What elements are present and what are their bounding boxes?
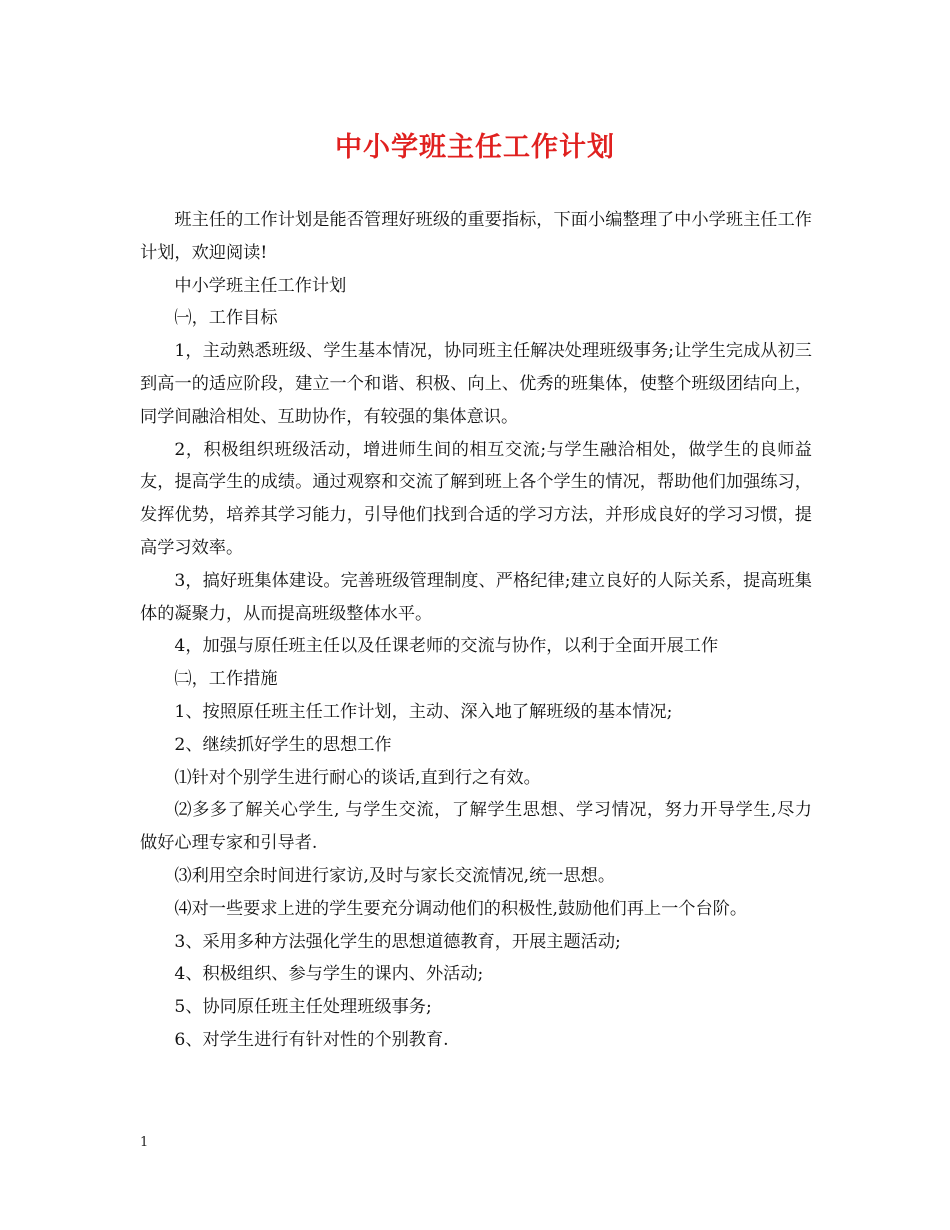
paragraph-measure-3: 3、采用多种方法强化学生的思想道德教育，开展主题活动; [174, 931, 621, 952]
paragraph-goal-4: 4，加强与原任班主任以及任课老师的交流与协作，以利于全面开展工作 [174, 636, 719, 657]
paragraph-intro: 班主任的工作计划是能否管理好班级的重要指标，下面小编整理了中小学班主任工作计划，欢迎阅读! [140, 210, 812, 263]
page-number: 1 [140, 1135, 149, 1150]
paragraph-measure-2-2: ⑵多多了解关心学生, 与学生交流，了解学生思想、学习情况，努力开导学生,尽力 做好心理专家和引导者. [140, 800, 812, 854]
section-heading-measures: ㈡，工作措施 [174, 669, 278, 690]
paragraph-measure-1: 1、按照原任班主任工作计划，主动、深入地了解班级的基本情况; [174, 701, 673, 722]
section-heading-goals: ㈠，工作目标 [174, 308, 278, 329]
paragraph-measure-2-4: ⑷对一些要求上进的学生要充分调动他们的积极性,鼓励他们再上一个台阶。 [174, 898, 748, 919]
paragraph-measure-5: 5、协同原任班主任处理班级事务; [174, 997, 432, 1018]
paragraph-measure-4: 4、积极组织、参与学生的课内、外活动; [174, 964, 484, 985]
document-title: 中小学班主任工作计划 [335, 132, 615, 163]
paragraph-measure-6: 6、对学生进行有针对性的个别教育. [174, 1029, 449, 1050]
paragraph-subtitle: 中小学班主任工作计划 [174, 275, 347, 296]
paragraph-goal-3: 3，搞好班集体建设。完善班级管理制度、严格纪律;建立良好的人际关系，提高班集体的凝聚力，从而提高班级整体水平。 [140, 570, 812, 624]
document-body [140, 204, 812, 1057]
paragraph-measure-2-1: ⑴针对个别学生进行耐心的谈话,直到行之有效。 [174, 767, 541, 788]
paragraph-measure-2: 2、继续抓好学生的思想工作 [174, 734, 392, 755]
paragraph-measure-2-3: ⑶利用空余时间进行家访,及时与家长交流情况,统一思想。 [174, 865, 616, 886]
paragraph-goal-1: 1，主动熟悉班级、学生基本情况，协同班主任解决处理班级事务;让学生完成从初三到高一的适应阶段，建立一个和谐、积极、向上、优秀的班集体，使整个班级团结向上，同学间融洽相处、互助协作，有较强的集体意识。 [140, 341, 812, 427]
paragraph-goal-2: 2，积极组织班级活动，增进师生间的相互交流;与学生融洽相处，做学生的良师益友，提高学生的成绩。通过观察和交流了解到班上各个学生的情况，帮助他们加强练习，发挥优势，培养其学习能力，引导他们找到合适的学习方法，并形成良好的学习习惯，提高学习效率。 [140, 439, 812, 558]
